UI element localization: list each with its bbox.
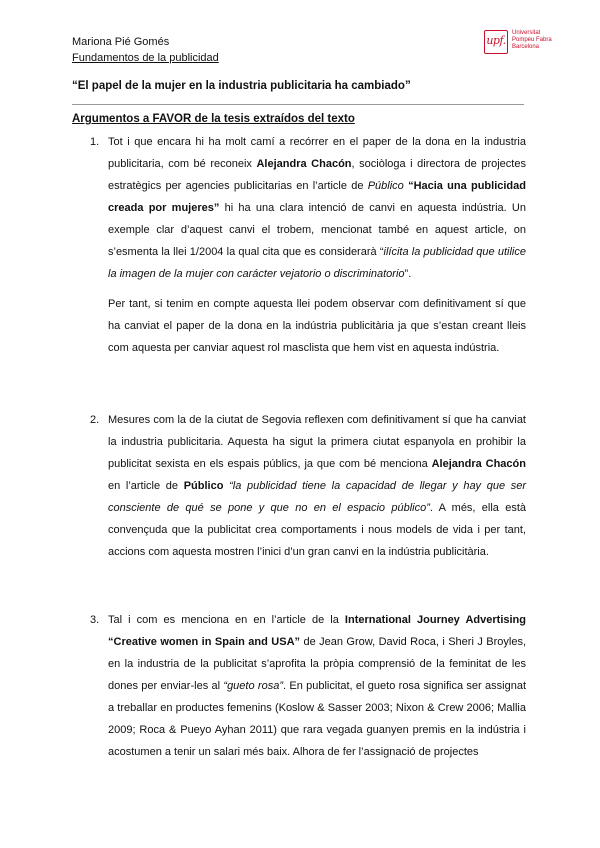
- section-heading: Argumentos a FAVOR de la tesis extraídos del texto: [72, 113, 355, 125]
- list-item: [72, 131, 526, 359]
- course-name: Fundamentos de la publicidad: [72, 52, 219, 64]
- list-item: [72, 609, 526, 763]
- item-number: 1.: [90, 136, 100, 148]
- logo-line-1: Universitat: [512, 30, 541, 36]
- logo-line-2: Pompeu Fabra: [512, 37, 552, 43]
- item-paragraph: Tot i que encara hi ha molt camí a recórrer en el paper de la dona en la industria publicitaria, com bé reconeix Alejandra Chacón, sociòloga i directora de projectes estratègics per agencies publicitarias en l’article de Público “Hacia una publicidad creada por mujeres” hi ha una clara intenció de canvi en aquesta indústria. Un exemple clar d’aquest canvi el trobem, mencionat també en aquest article, on s’esmenta la llei 1/2004 la qual cita que es considerarà “ilícita la publicidad que utilice la imagen de la mujer con carácter vejatorio o discriminatorio”.: [108, 136, 526, 280]
- upf-logo-text: [512, 30, 556, 51]
- item-paragraph: Tal i com es menciona en en l’article de la International Journey Advertising “Creative women in Spain and USA” de Jean Grow, David Roca, i Sheri J Broyles, en la industria de la publicitat s’aprofita la pròpia comprensió de la feminitat de les dones per enviar-les al “gueto rosa”. En publicitat, el gueto rosa significa ser assignat a treballar en productes femenins (Koslow & Sasser 2003; Nixon & Crew 2006; Mallia 2009; Roca & Pueyo Ayhan 2011) que rara vegada guanyen premis en la indústria i acostumen a tenir un salari més baix. Alhora de fer l’assignació de projectes: [108, 614, 527, 758]
- document-title: “El papel de la mujer en la industria publicitaria ha cambiado”: [72, 80, 411, 92]
- author-name: Mariona Pié Gomés: [72, 36, 170, 48]
- item-paragraph: Per tant, si tenim en compte aquesta llei podem observar com definitivament sí que ha canviat el paper de la dona en la indústria publicitària ja que s’estan creant lleis com aquesta per canviar aquest rol masclista que hem vist en aquesta indústria.: [108, 298, 526, 354]
- upf-logo-mark: upf.: [484, 30, 508, 54]
- arguments-list: [72, 131, 526, 763]
- item-number: 3.: [90, 614, 100, 626]
- title-divider: [72, 104, 524, 105]
- list-item: [72, 409, 526, 563]
- upf-logo: [484, 30, 554, 66]
- logo-line-3: Barcelona: [512, 44, 540, 50]
- item-number: 2.: [90, 414, 100, 426]
- item-paragraph: Mesures com la de la ciutat de Segovia reflexen com definitivament sí que ha canviat la industria publicitaria. Aquesta ha sigut la primera ciutat espanyola en prohibir la publicitat sexista en els espais públics, ja que com bé menciona Alejandra Chacón en l’article de Público “la publicidad tiene la capacidad de llegar y hay que ser consciente de qué se pone y que no en el espacio público”. A més, ella està convençuda que la publicitat crea comportaments i nous models de vida i per tant, accions com aquesta mostren l’inici d’un gran canvi en la indústria publicitària.: [108, 414, 527, 558]
